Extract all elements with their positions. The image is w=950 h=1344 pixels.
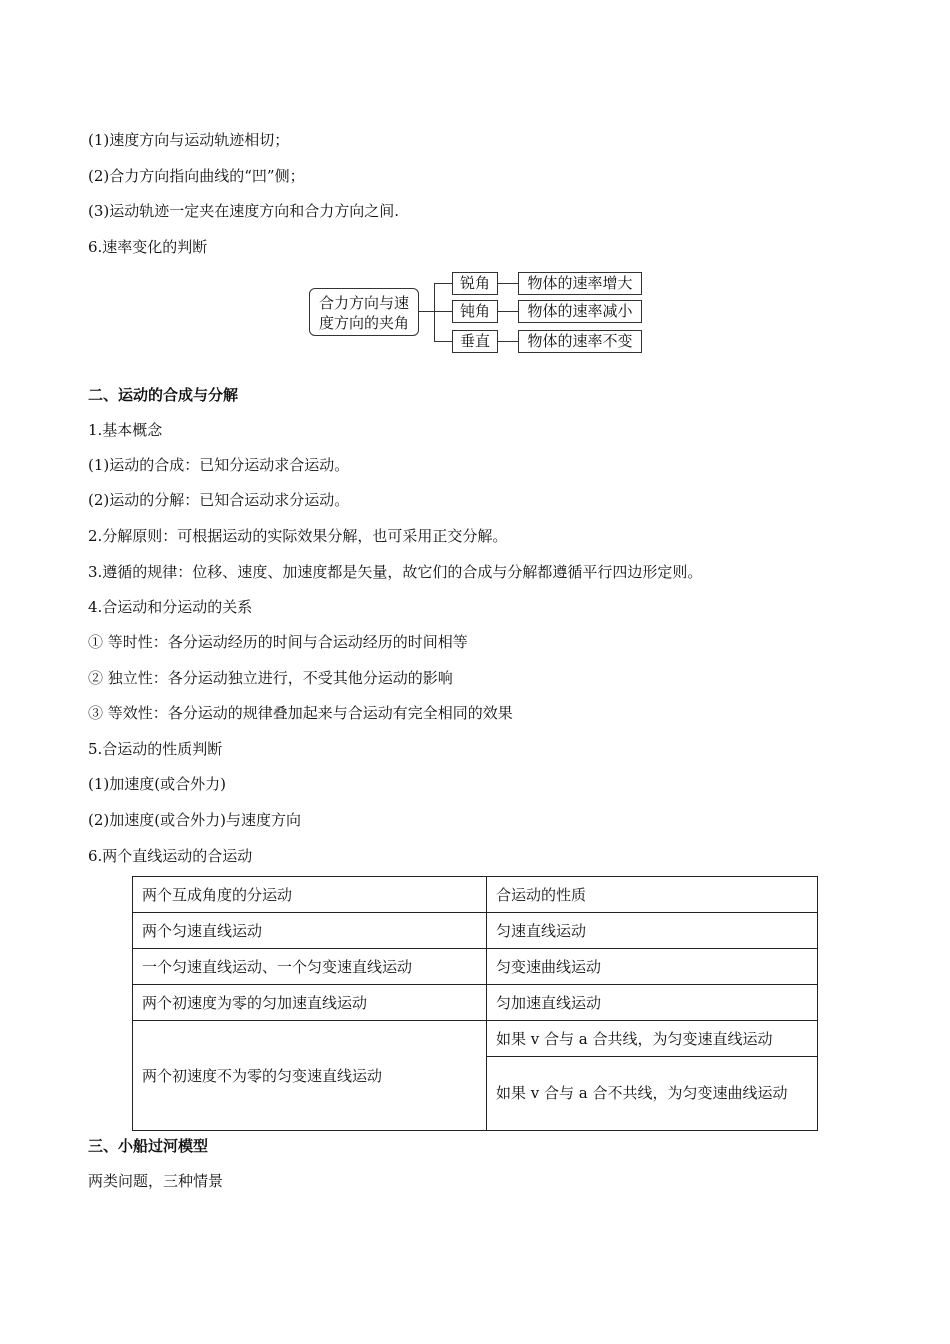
table-row [133,949,818,985]
connector-line [498,341,518,342]
text-line: ③ 等效性：各分运动的规律叠加起来与合运动有完全相同的效果 [88,704,513,722]
table-cell: 两个初速度不为零的匀变速直线运动 [133,1021,487,1131]
text-line: 1.基本概念 [88,421,163,439]
text-line: (2)合力方向指向曲线的“凹”侧； [88,167,305,185]
result-box-unchanged: 物体的速率不变 [518,330,642,353]
text-line: (1)运动的合成：已知分运动求合运动。 [88,456,350,474]
section-heading: 二、运动的合成与分解 [88,386,239,404]
section-heading: 三、小船过河模型 [88,1137,209,1155]
table-cell: 如果 v 合与 a 合共线，为匀变速直线运动 [487,1021,818,1057]
text-line: 6.速率变化的判断 [88,238,208,256]
table-cell: 一个匀速直线运动、一个匀变速直线运动 [133,949,487,985]
table-cell: 如果 v 合与 a 合不共线，为匀变速曲线运动 [487,1057,818,1131]
angle-box-obtuse: 钝角 [452,300,498,323]
text-line: (1)速度方向与运动轨迹相切； [88,131,290,149]
table-cell: 匀速直线运动 [487,913,818,949]
connector-line [498,311,518,312]
connector-line [434,283,452,284]
table-cell: 两个初速度为零的匀加速直线运动 [133,985,487,1021]
text-line: (2)运动的分解：已知合运动求分运动。 [88,491,350,509]
table-header-cell: 两个互成角度的分运动 [133,877,487,913]
text-line: (1)加速度(或合外力) [88,775,226,793]
table-row [133,913,818,949]
text-line: 4.合运动和分运动的关系 [88,598,253,616]
text-line: (2)加速度(或合外力)与速度方向 [88,811,301,829]
text-line: 5.合运动的性质判断 [88,740,223,758]
text-line: 两类问题，三种情景 [88,1172,224,1190]
diagram-main-line: 合力方向与速 [318,294,409,312]
table-cell: 匀加速直线运动 [487,985,818,1021]
text-line: 6.两个直线运动的合运动 [88,847,253,865]
connector-line [419,311,434,312]
table-header-cell: 合运动的性质 [487,877,818,913]
text-line: 3.遵循的规律：位移、速度、加速度都是矢量，故它们的合成与分解都遵循平行四边形定则。 [88,563,703,581]
text-line: (3)运动轨迹一定夹在速度方向和合力方向之间. [88,202,400,220]
angle-box-right: 垂直 [452,330,498,353]
table-cell: 两个匀速直线运动 [133,913,487,949]
table-row [133,1021,818,1057]
diagram-main-line: 度方向的夹角 [318,314,409,332]
connector-line [434,341,452,342]
result-box-increase: 物体的速率增大 [518,272,642,295]
text-line: ② 独立性：各分运动独立进行，不受其他分运动的影响 [88,669,453,687]
motion-combination-table [132,876,818,1131]
connector-line [434,311,452,312]
text-line: 2.分解原则：可根据运动的实际效果分解，也可采用正交分解。 [88,527,508,545]
connector-line [498,283,518,284]
table-header-row [133,877,818,913]
table-cell: 匀变速曲线运动 [487,949,818,985]
table-row [133,985,818,1021]
angle-box-acute: 锐角 [452,272,498,295]
result-box-decrease: 物体的速率减小 [518,300,642,323]
text-line: ① 等时性：各分运动经历的时间与合运动经历的时间相等 [88,633,468,651]
diagram-main-box [309,288,419,336]
